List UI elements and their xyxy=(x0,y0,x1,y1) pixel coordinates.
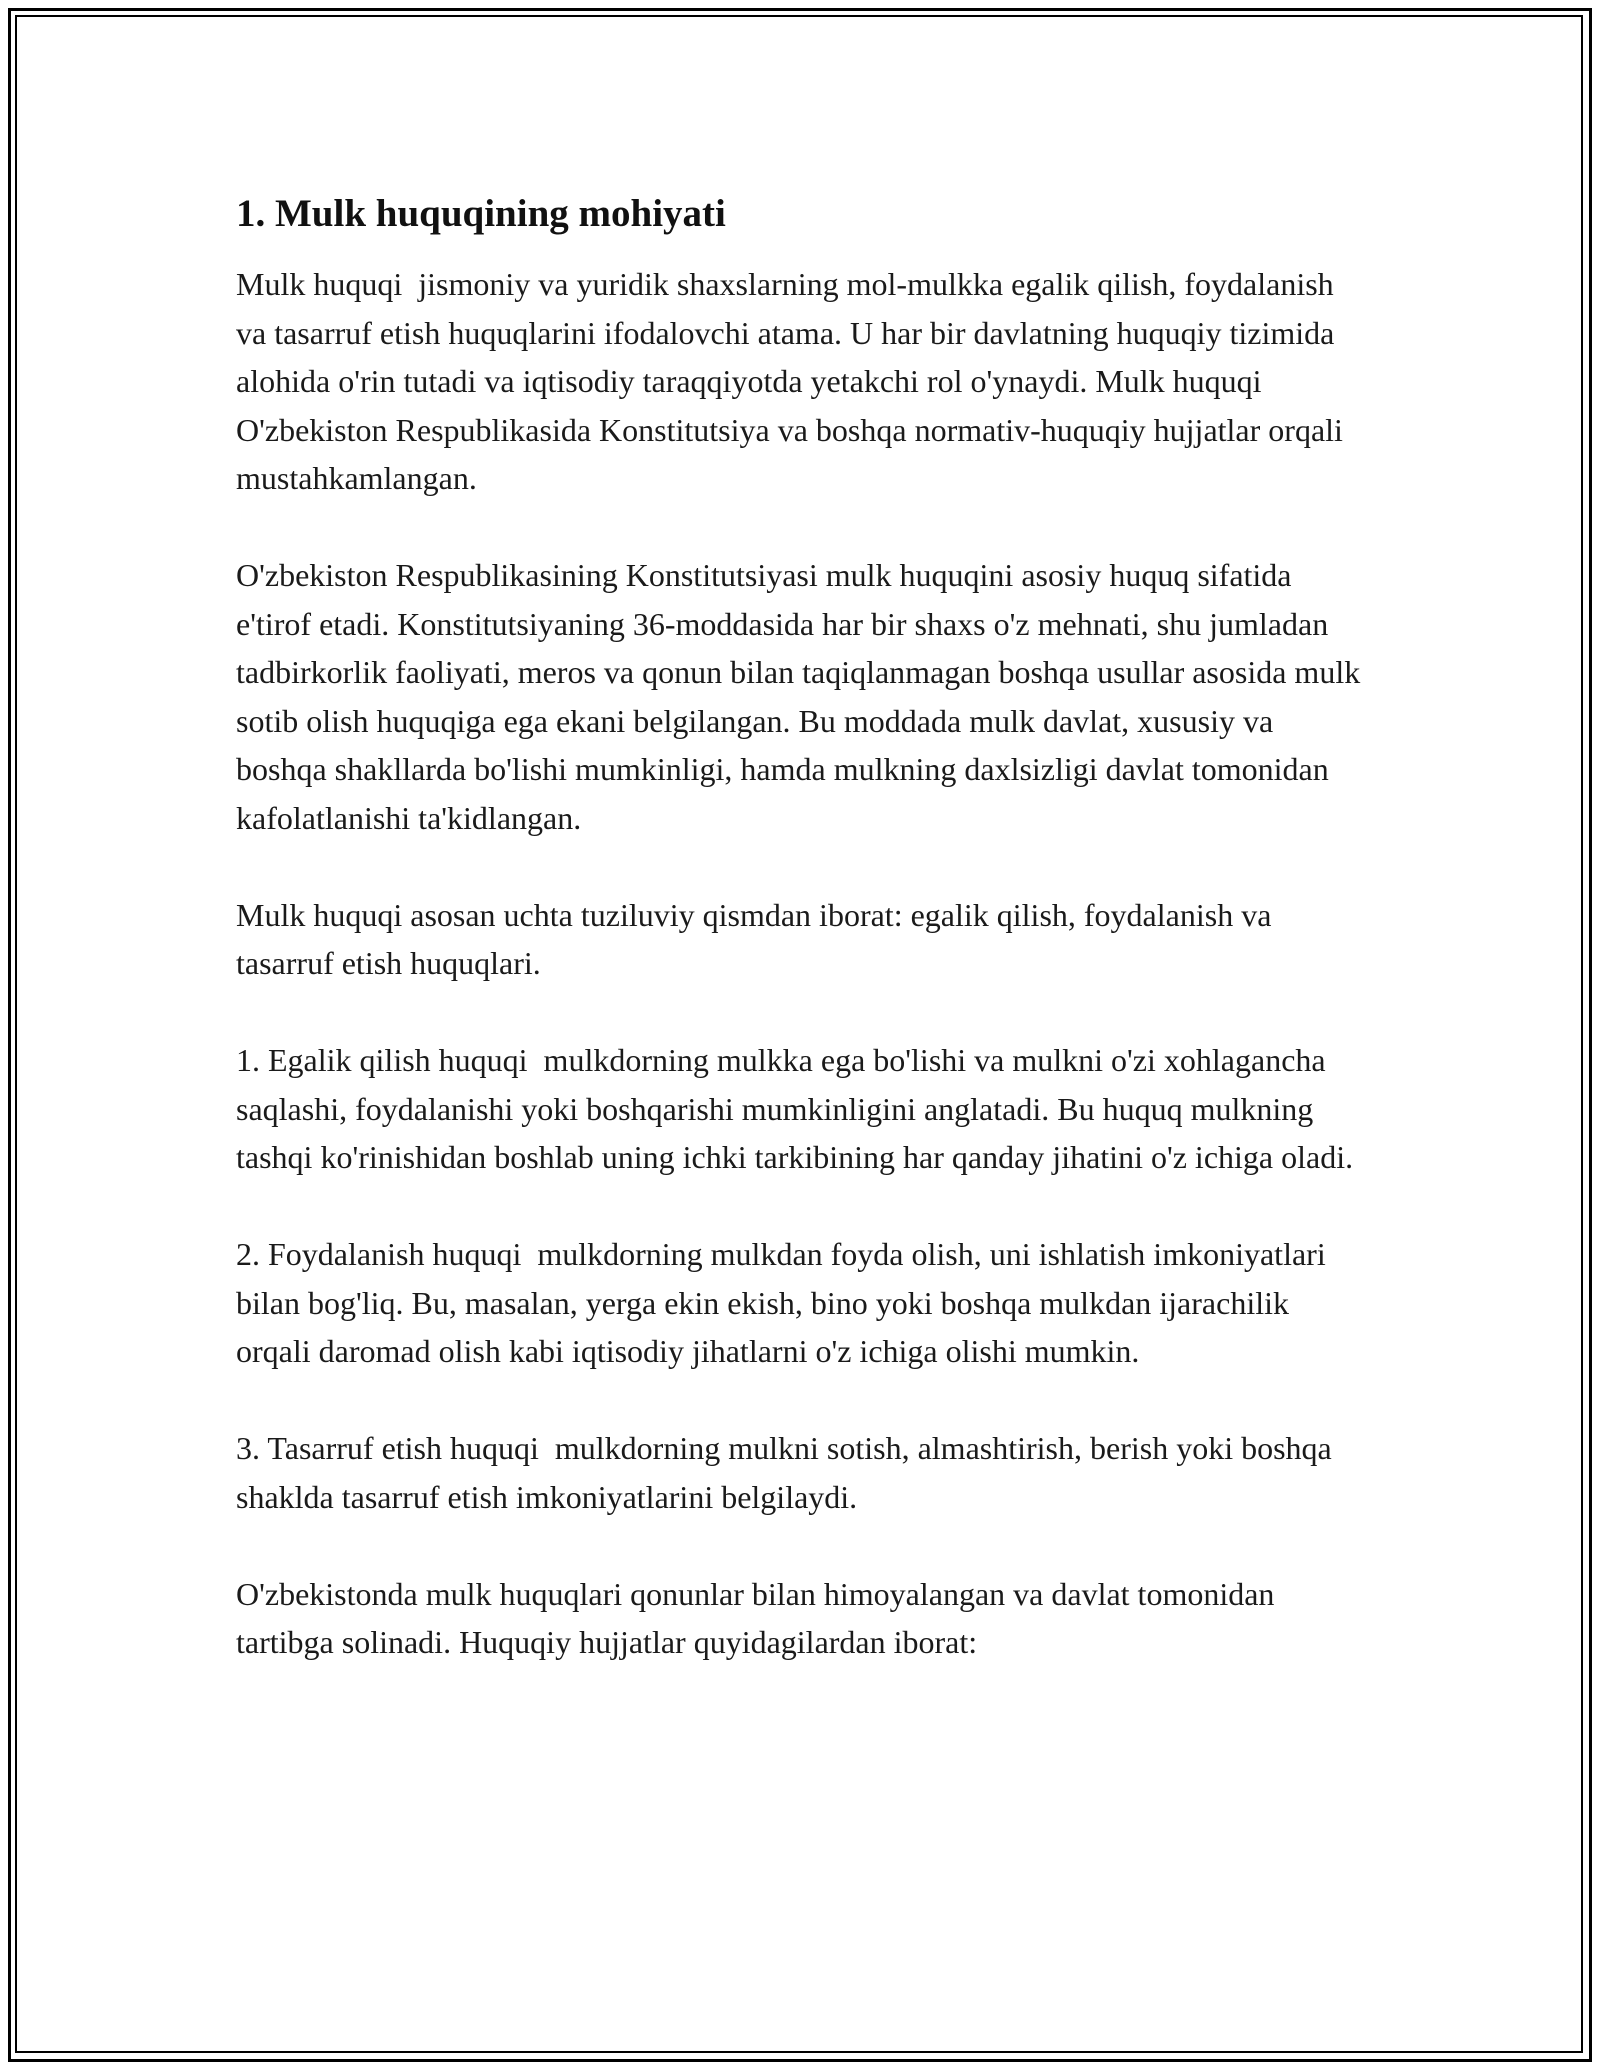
section-heading: 1. Mulk huquqining mohiyati xyxy=(236,192,726,235)
paragraph-usage-right: 2. Foydalanish huquqi mulkdorning mulkdan foyda olish, uni ishlatish imkoniyatlari bilan bog'liq. Bu, masalan, yerga ekin ekish, bino yoki boshqa mulkdan ijarachilik orqali daromad olish kabi iqtisodiy jihatlarni o'z ichiga olishi mumkin. xyxy=(236,1236,1334,1369)
paragraph-disposal-right: 3. Tasarruf etish huquqi mulkdorning mulkni sotish, almashtirish, berish yoki boshqa shaklda tasarruf etish imkoniyatlarini belgilaydi. xyxy=(236,1430,1340,1515)
paragraph-constitution: O'zbekiston Respublikasining Konstitutsiyasi mulk huquqini asosiy huquq sifatida e'tirof etadi. Konstitutsiyaning 36-moddasida har bir shaxs o'z mehnati, shu jumladan tadbirkorlik faoliyati, meros va qonun bilan taqiqlanmagan boshqa usullar asosida mulk sotib olish huquqiga ega ekani belgilangan. Bu moddada mulk davlat, xususiy va boshqa shakllarda bo'lishi mumkinligi, hamda mulkning daxlsizligi davlat tomonidan kafolatlanishi ta'kidlangan. xyxy=(236,557,1369,836)
paragraph-intro: Mulk huquqi jismoniy va yuridik shaxslarning mol-mulkka egalik qilish, foydalanish va tasarruf etish huquqlarini ifodalovchi atama. U har bir davlatning huquqiy tizimida alohida o'rin tutadi va iqtisodiy taraqqiyotda yetakchi rol o'ynaydi. Mulk huquqi O'zbekiston Respublikasida Konstitutsiya va boshqa normativ-huquqiy hujjatlar orqali mustahkamlangan. xyxy=(236,266,1351,496)
document-body xyxy=(236,190,1369,1667)
paragraph-legal-protection: O'zbekistonda mulk huquqlari qonunlar bilan himoyalangan va davlat tomonidan tartibga solinadi. Huquqiy hujjatlar quyidagilardan iborat: xyxy=(236,1575,1283,1660)
paragraph-structure: Mulk huquqi asosan uchta tuziluviy qismdan iborat: egalik qilish, foydalanish va tasarruf etish huquqlari. xyxy=(236,896,1280,981)
paragraph-ownership-right: 1. Egalik qilish huquqi mulkdorning mulkka ega bo'lishi va mulkni o'zi xohlagancha saqlashi, foydalanishi yoki boshqarishi mumkinligini anglatadi. Bu huquq mulkning tashqi ko'rinishidan boshlab uning ichki tarkibining har qanday jihatini o'z ichiga oladi. xyxy=(236,1042,1354,1175)
